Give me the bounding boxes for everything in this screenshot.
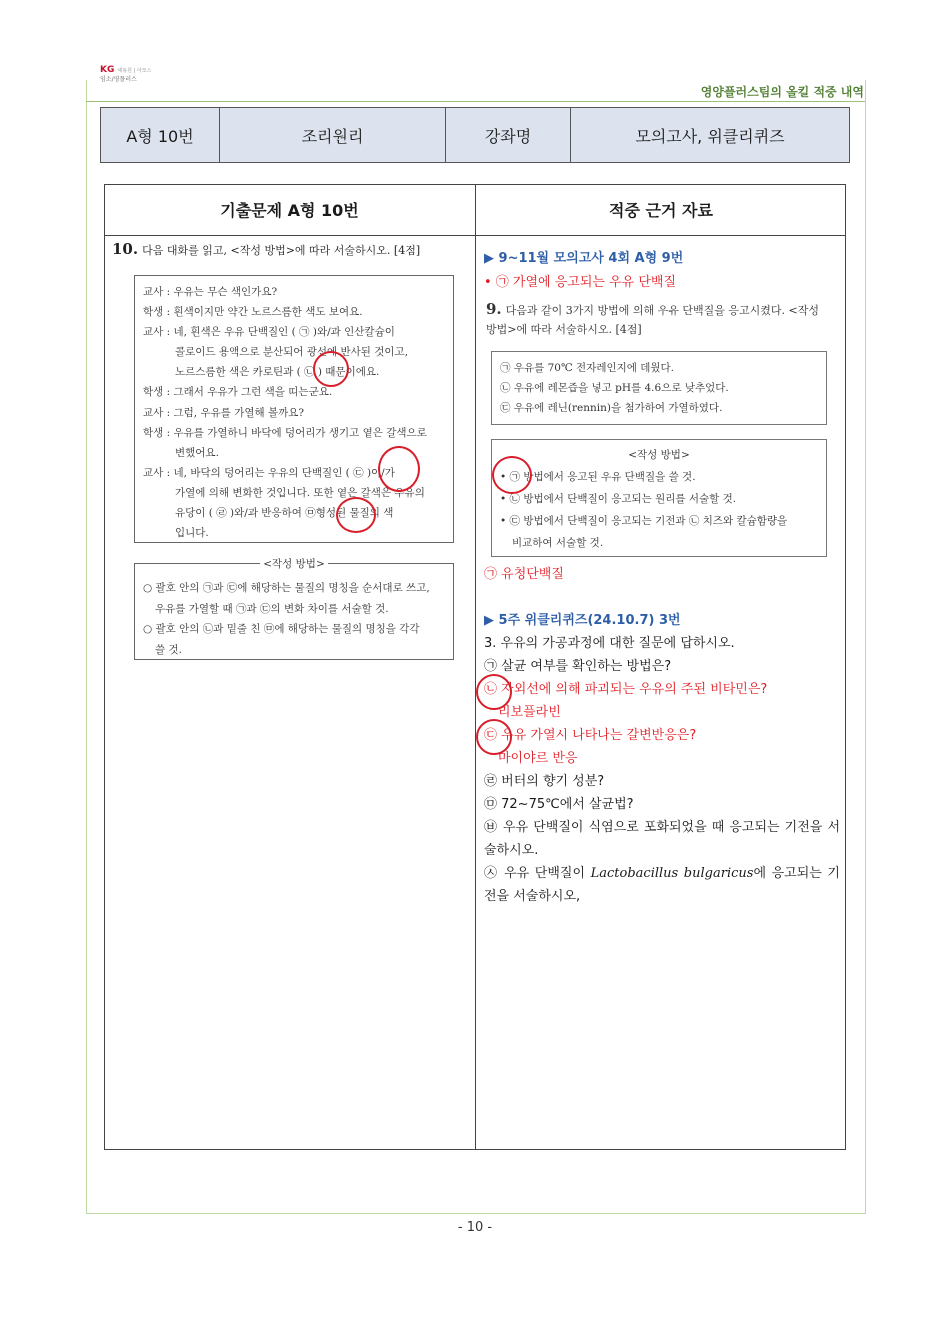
writing-method-title: <작성 방법>: [134, 556, 454, 571]
mock-exam-methods: ㉠ 우유를 70℃ 전자레인지에 데웠다. ㉡ 우유에 레몬즙을 넣고 pH를 4.6으로 낮추었다. ㉢ 우유에 레닌(rennin)을 첨가하여 가열하였다.: [491, 351, 827, 425]
quiz-answer: 리보플라빈: [498, 705, 561, 720]
quiz-item: ㉣ 버터의 향기 성분?: [484, 774, 605, 789]
course-label: 강좌명: [446, 108, 571, 162]
mock-exam-writing-method: <작성 방법> • ㉠ 방법에서 응고된 우유 단백질을 쓸 것. • ㉡ 방법에서 단백질이 응고되는 원리를 서술할 것. • ㉢ 방법에서 단백질이 응고되는 기전과 ㉡ 치즈와 칼슘함량을 비교하여 서술할 것.: [491, 439, 827, 557]
weekly-quiz-intro: 3. 우유의 가공과정에 대한 질문에 답하시오.: [484, 636, 735, 651]
writing-method-box: ○ 괄호 안의 ㉠과 ㉢에 해당하는 물질의 명칭을 순서대로 쓰고, 우유를 가열할 때 ㉠과 ㉢의 변화 차이를 서술할 것. ○ 괄호 안의 ㉡과 밑줄 친 ㉤에 해당하는 물질의 명칭을 각각 쓸 것.: [134, 563, 454, 660]
header-row-divider: [104, 235, 846, 236]
highlight-circle: [476, 674, 512, 710]
highlight-circle: [378, 446, 420, 492]
right-column-header: 적중 근거 자료: [609, 201, 713, 220]
weekly-quiz-title: ▶ 5주 위클리퀴즈(24.10.7) 3번: [484, 613, 681, 628]
quiz-item: ㉥ 우유 단백질이 식염으로 포화되었을 때 응고되는 기전을 서술하시오.: [484, 820, 840, 858]
quiz-item: ㉦ 우유 단백질이 Lactobacillus bulgaricus에 응고되는 기전을 서술하시오,: [484, 866, 840, 904]
header-divider: [86, 101, 865, 102]
quiz-item: ㉡ 자외선에 의해 파괴되는 우유의 주된 비타민은?: [484, 682, 768, 697]
left-column-header: 기출문제 A형 10번: [220, 201, 359, 220]
highlight-circle: [476, 719, 512, 755]
mock-exam-image: 9. 다음과 같이 3가지 방법에 의해 우유 단백질을 응고시켰다. <작성 방법>에 따라 서술하시오. [4점] ㉠ 우유를 70℃ 전자레인지에 데웠다. ㉡ 우유에 레몬즙을 넣고 pH를 4.6으로 낮추었다. ㉢ 우유에 레닌(rennin)을 첨가하여 가열하였다. <작성 방법> • ㉠ 방법에서 응고된 우유 단백질을 쓸 것. • ㉡ 방법에서 단백질이 응고되는 원리를 서술할 것. • ㉢ 방법에서 단백질이 응고되는 기전과 ㉡ 치즈와 칼슘함량을 비교하여 서술할 것.: [486, 300, 831, 558]
column-divider: [475, 184, 476, 1150]
mock-exam-answer: ㉠ 유청단백질: [484, 567, 564, 582]
mock-exam-bullet: • ㉠ 가열에 응고되는 우유 단백질: [484, 275, 677, 290]
company-logo: KG 에듀원 | 아모스 임소/영플러스: [100, 65, 152, 83]
question-number: A형 10번: [101, 108, 220, 162]
mock-exam-title: ▶ 9~11월 모의고사 4회 A형 9번: [484, 251, 684, 266]
quiz-item: ㉤ 72~75℃에서 살균법?: [484, 797, 634, 812]
info-bar: [100, 107, 850, 163]
exam-instruction: 10. 다음 대화를 읽고, <작성 방법>에 따라 서술하시오. [4점]: [112, 240, 421, 258]
quiz-item: ㉠ 살균 여부를 확인하는 방법은?: [484, 659, 672, 674]
course-value: 모의고사, 위클리퀴즈: [635, 126, 785, 146]
highlight-circle: [492, 456, 532, 494]
header-title: 영양플러스팀의 올킬 적중 내역: [700, 85, 864, 99]
page-number: - 10 -: [457, 1220, 493, 1235]
highlight-circle: [336, 497, 376, 533]
dialog-box: 교사 : 우유는 무슨 색인가요? 학생 : 흰색이지만 약간 노르스름한 색도 보여요. 교사 : 네, 흰색은 우유 단백질인 ( ㉠ )와/과 인산칼슘이 콜로이드 용액으로 분산되어 광선에 반사된 것이고, 노르스름한 색은 카로틴과 ( ㉡ ) 때문이에요. 학생 : 그래서 우유가 그런 색을 띠는군요. 교사 : 그럼, 우유를 가열해 볼까요? 학생 : 우유를 가열하니 바닥에 덩어리가 생기고 옅은 갈색으로 변했어요. 교사 : 네, 바닥의 덩어리는 우유의 단백질인 ( ㉢ )이/가 가열에 의해 변화한 것입니다. 또한 옅은 갈색은 우유의 유당이 ( ㉣ )와/과 반응하여 ㉤형성된 물질의 색 입니다.: [134, 275, 454, 543]
subject-name: 조리원리: [220, 108, 446, 162]
quiz-answer: 마이야르 반응: [498, 751, 578, 766]
quiz-item: ㉢ 우유 가열시 나타나는 갈변반응은?: [484, 728, 697, 743]
highlight-circle: [313, 351, 349, 387]
